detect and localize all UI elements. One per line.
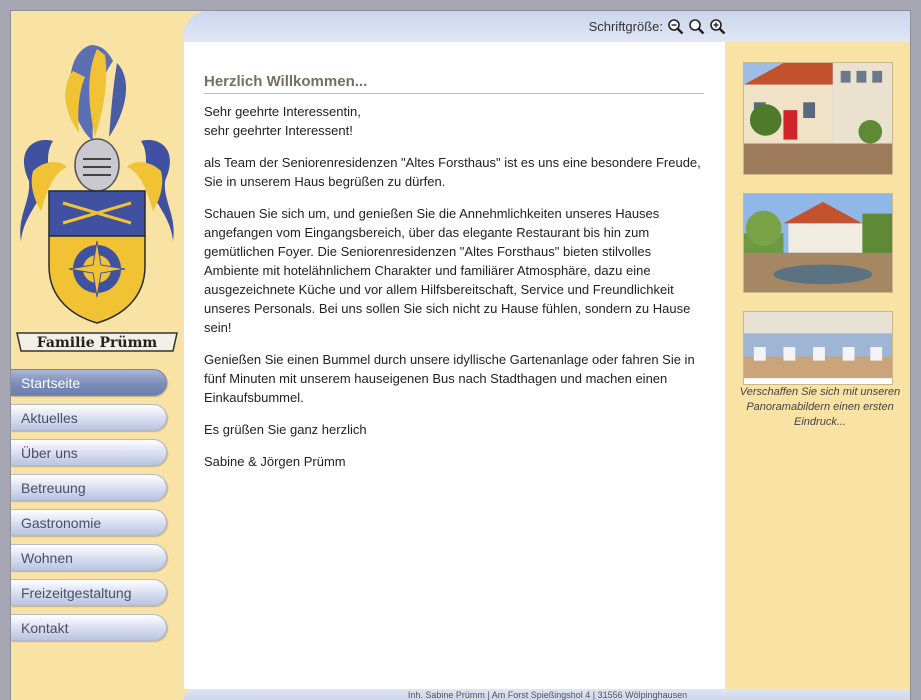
main-content-area bbox=[184, 42, 725, 689]
zoom-out-icon[interactable] bbox=[667, 18, 684, 35]
top-bar bbox=[183, 11, 911, 42]
greeting-line-1: Sehr geehrte Interessentin, bbox=[204, 104, 361, 119]
photo-courtyard[interactable] bbox=[743, 62, 893, 175]
footer: Inh. Sabine Prümm | Am Forst Spießingshol 4 | 31556 Wölpinghausen bbox=[183, 689, 911, 700]
nav-item-betreuung[interactable]: Betreuung bbox=[11, 474, 167, 501]
main-navigation bbox=[11, 369, 171, 649]
garden-paragraph: Genießen Sie einen Bummel durch unsere idyllische Gartenanlage oder fahren Sie in fünf Minuten mit unserem hauseigenen Bus nach Stadthagen und machen einen Einkaufsbummel. bbox=[204, 352, 695, 405]
nav-item-gastronomie[interactable]: Gastronomie bbox=[11, 509, 167, 536]
panorama-caption: Verschaffen Sie sich mit unseren Panoramabildern einen ersten Eindruck... bbox=[739, 386, 901, 428]
family-crest-logo[interactable] bbox=[13, 41, 181, 353]
description-paragraph: Schauen Sie sich um, und genießen Sie die Annehmlichkeiten unseres Hauses angefangen vom Eingangsbereich, über das elegante Restaurant bis hin zum gemütlichen Foyer. Die Seniorenresidenzen "Altes Forsthaus" bieten stilvolles Ambiente mit hotelähnlichem Charakter und familiärer Atmosphäre, dazu eine ausgezeichnete Küche und vor allem Hilfsbereitschaft, Service und Freundlichkeit unseres Personals. Bei uns sollen Sie sich nicht zu Hause fühlen, sondern zu Hause sein! bbox=[204, 206, 691, 335]
photo-panorama-restaurant[interactable] bbox=[743, 311, 893, 385]
left-column bbox=[11, 11, 183, 700]
closing-text: Es grüßen Sie ganz herzlich bbox=[204, 422, 367, 437]
nav-item-ueber-uns[interactable]: Über uns bbox=[11, 439, 167, 466]
font-size-label: Schriftgröße: bbox=[588, 19, 663, 34]
greeting bbox=[204, 102, 704, 140]
photo-garden-pond[interactable] bbox=[743, 193, 893, 293]
font-size-controls bbox=[589, 18, 726, 35]
welcome-content bbox=[204, 72, 704, 484]
zoom-reset-icon[interactable] bbox=[688, 18, 705, 35]
signature: Sabine & Jörgen Prümm bbox=[204, 454, 346, 469]
nav-item-startseite[interactable]: Startseite bbox=[11, 369, 167, 396]
crest-banner-text: Familie Prümm bbox=[36, 335, 158, 351]
nav-item-freizeitgestaltung[interactable]: Freizeitgestaltung bbox=[11, 579, 167, 606]
greeting-line-2: sehr geehrter Interessent! bbox=[204, 123, 353, 138]
intro-paragraph: als Team der Seniorenresidenzen "Altes Forsthaus" ist es uns eine besondere Freude, Sie in unserem Haus begrüßen zu dürfen. bbox=[204, 155, 701, 189]
zoom-in-icon[interactable] bbox=[709, 18, 726, 35]
page-title: Herzlich Willkommen... bbox=[204, 72, 704, 94]
nav-item-wohnen[interactable]: Wohnen bbox=[11, 544, 167, 571]
page-frame bbox=[10, 10, 911, 700]
nav-item-kontakt[interactable]: Kontakt bbox=[11, 614, 167, 641]
right-sidebar bbox=[725, 42, 911, 689]
nav-item-aktuelles[interactable]: Aktuelles bbox=[11, 404, 167, 431]
